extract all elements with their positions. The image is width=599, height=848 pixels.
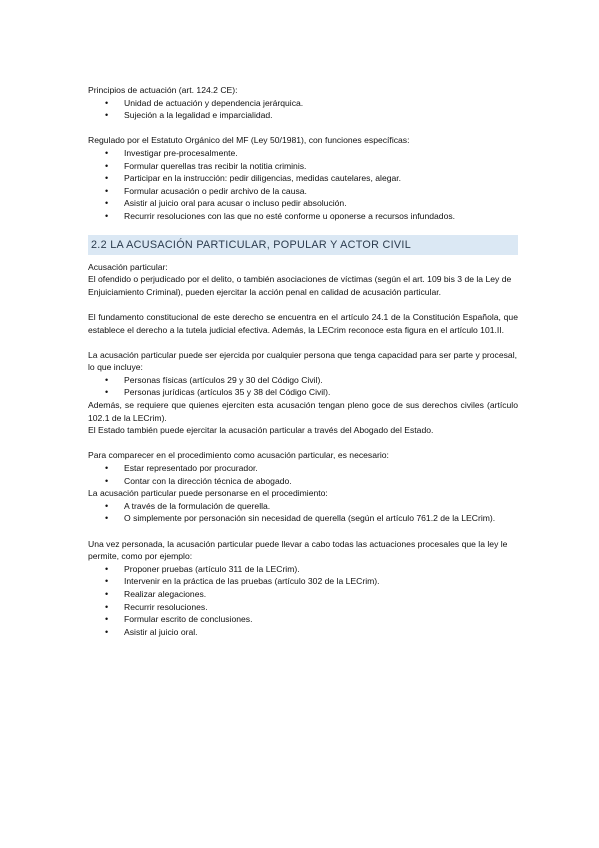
personarse-paragraph: La acusación particular puede personarse en el procedimiento: bbox=[88, 488, 328, 499]
comparecer-list bbox=[88, 462, 518, 487]
personarse-list bbox=[88, 500, 518, 525]
spacer bbox=[88, 336, 518, 349]
list-item: • Formular acusación o pedir archivo de la causa. bbox=[88, 185, 518, 198]
spacer bbox=[88, 298, 518, 311]
list-item: • O simplemente por personación sin necesidad de querella (según el artículo 761.2 de la LECrim). bbox=[88, 512, 518, 525]
list-item: • A través de la formulación de querella. bbox=[88, 500, 518, 513]
acusacion-intro: El ofendido o perjudicado por el delito, o también asociaciones de víctimas (según el art. 109 bis 3 de la Ley de Enjuiciamiento Criminal), pueden ejercitar la acción penal en calidad de acusación particular. bbox=[88, 274, 512, 297]
estatuto-heading: Regulado por el Estatuto Orgánico del MF (Ley 50/1981), con funciones específicas: bbox=[88, 135, 410, 146]
spacer bbox=[88, 122, 518, 135]
list-item: • Participar en la instrucción: pedir diligencias, medidas cautelares, alegar. bbox=[88, 172, 518, 185]
list-item: • Personas físicas (artículos 29 y 30 del Código Civil). bbox=[88, 374, 518, 387]
list-item: • Recurrir resoluciones con las que no esté conforme u oponerse a recursos infundados. bbox=[88, 210, 518, 223]
list-item: • Asistir al juicio oral para acusar o incluso pedir absolución. bbox=[88, 197, 518, 210]
list-item: • Asistir al juicio oral. bbox=[88, 626, 518, 639]
list-item: • Personas jurídicas (artículos 35 y 38 del Código Civil). bbox=[88, 386, 518, 399]
fundamento-paragraph: El fundamento constitucional de este derecho se encuentra en el artículo 24.1 de la Constitución Española, que establece el derecho a la tutela judicial efectiva. Además, la LECrim reconoce esta figura en el artículo 101.II. bbox=[88, 311, 518, 335]
actuaciones-list bbox=[88, 563, 518, 639]
list-item: • Realizar alegaciones. bbox=[88, 588, 518, 601]
spacer bbox=[88, 525, 518, 538]
list-item: • Sujeción a la legalidad e imparcialidad. bbox=[88, 109, 518, 122]
principios-list bbox=[88, 97, 518, 122]
personas-list bbox=[88, 374, 518, 399]
list-item: • Formular querellas tras recibir la notitia criminis. bbox=[88, 160, 518, 173]
list-item: • Estar representado por procurador. bbox=[88, 462, 518, 475]
ejercida-paragraph: La acusación particular puede ser ejercida por cualquier persona que tenga capacidad para ser parte y procesal, lo que incluye: bbox=[88, 349, 517, 373]
list-item: • Recurrir resoluciones. bbox=[88, 601, 518, 614]
list-item: • Proponer pruebas (artículo 311 de la LECrim). bbox=[88, 563, 518, 576]
acusacion-subheading: Acusación particular: bbox=[88, 261, 168, 272]
list-item: • Intervenir en la práctica de las pruebas (artículo 302 de la LECrim). bbox=[88, 575, 518, 588]
comparecer-paragraph: Para comparecer en el procedimiento como acusación particular, es necesario: bbox=[88, 450, 389, 461]
list-item: • Investigar pre-procesalmente. bbox=[88, 147, 518, 160]
document-body bbox=[88, 84, 518, 638]
list-item: • Contar con la dirección técnica de abogado. bbox=[88, 475, 518, 488]
actuaciones-paragraph: Una vez personada, la acusación particular puede llevar a cabo todas las actuaciones procesales que la ley le permite, como por ejemplo: bbox=[88, 538, 508, 562]
spacer bbox=[88, 437, 518, 450]
estado-paragraph: El Estado también puede ejercitar la acusación particular a través del Abogado del Estado. bbox=[88, 425, 434, 436]
list-item: • Unidad de actuación y dependencia jerárquica. bbox=[88, 97, 518, 110]
requiere-paragraph: Además, se requiere que quienes ejerciten esta acusación tengan pleno goce de sus derechos civiles (artículo 102.1 de la LECrim). bbox=[88, 400, 518, 423]
section-heading: 2.2 LA ACUSACIÓN PARTICULAR, POPULAR Y ACTOR CIVIL bbox=[88, 235, 518, 255]
funciones-list bbox=[88, 147, 518, 223]
principios-heading: Principios de actuación (art. 124.2 CE): bbox=[88, 85, 238, 95]
list-item: • Formular escrito de conclusiones. bbox=[88, 613, 518, 626]
